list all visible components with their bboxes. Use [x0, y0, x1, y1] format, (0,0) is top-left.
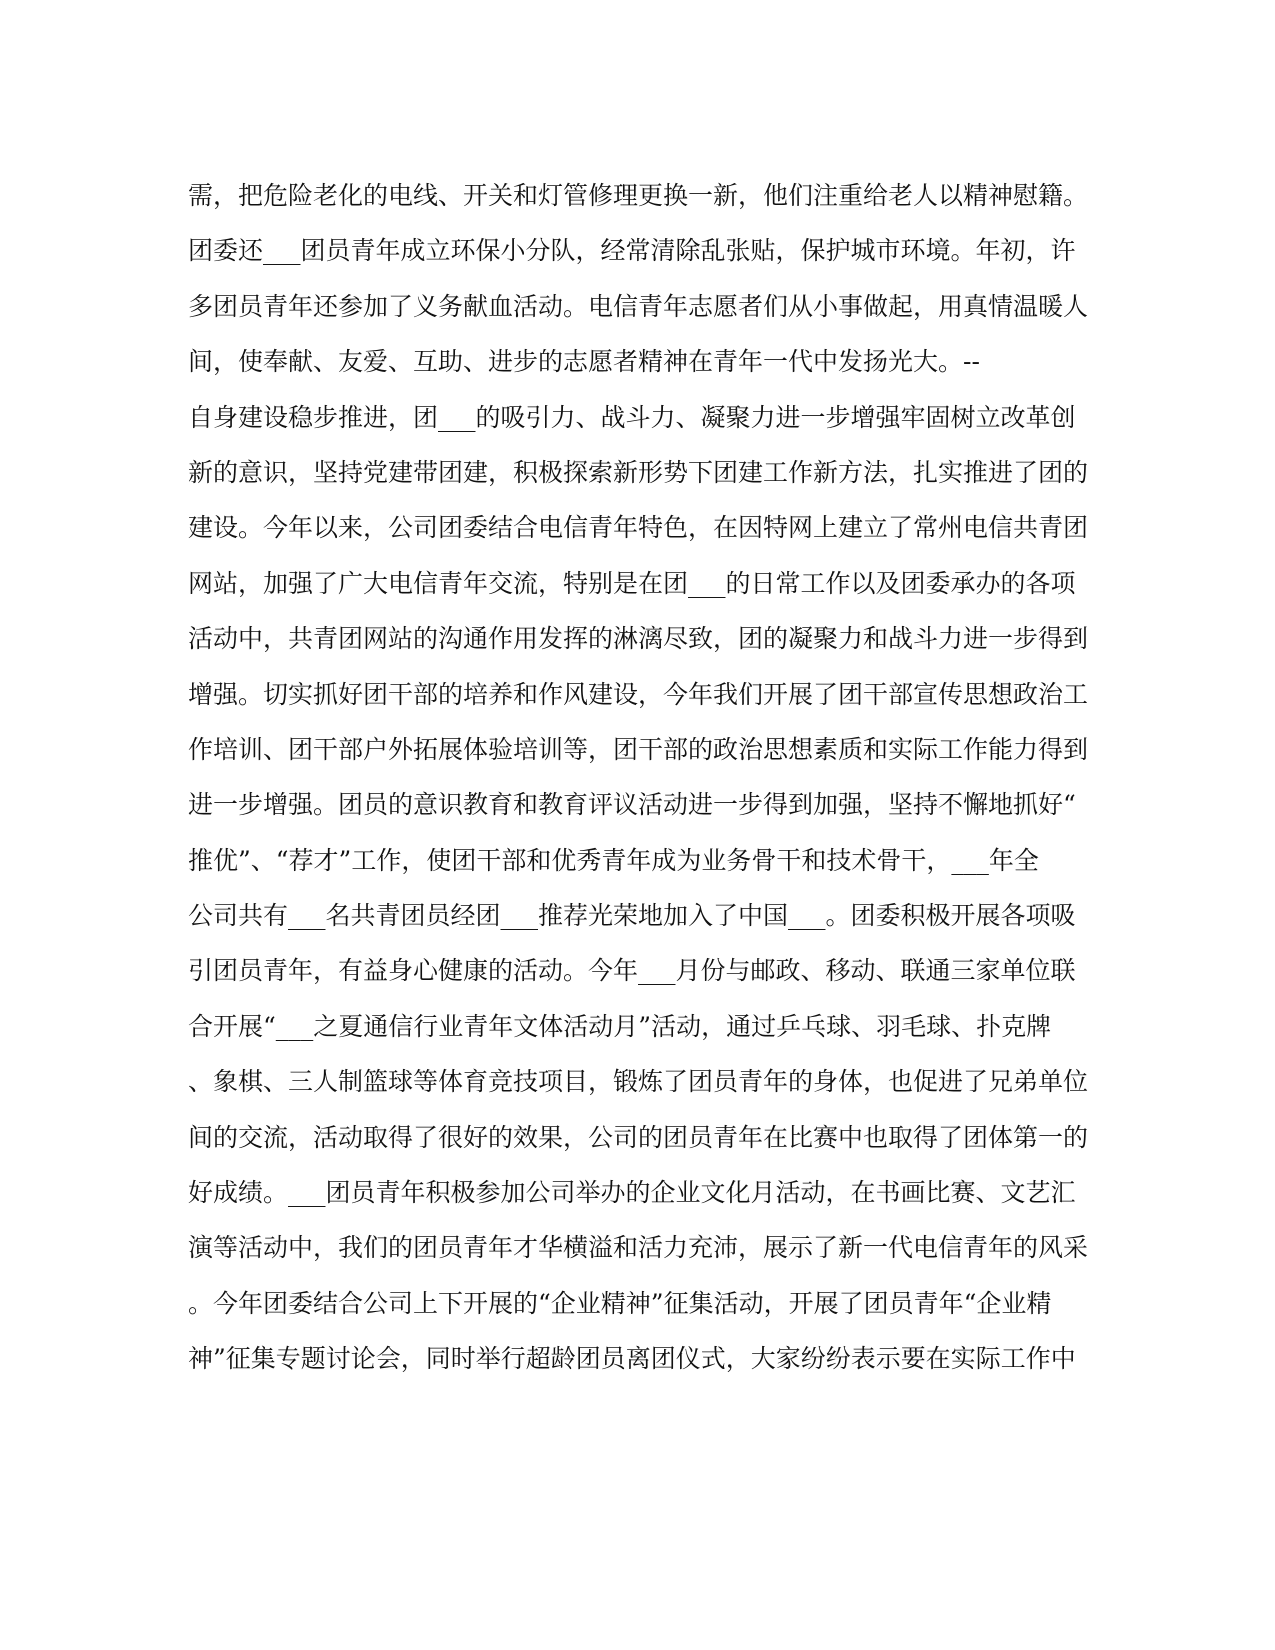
text-line-20: 演等活动中，我们的团员青年才华横溢和活力充沛，展示了新一代电信青年的风采 [188, 1233, 1088, 1263]
text-line-18: 间的交流，活动取得了很好的效果，公司的团员青年在比赛中也取得了团体第一的 [188, 1122, 1088, 1152]
text-line-13: 推优”、“荐才”工作，使团干部和优秀青年成为业务骨干和技术骨干，___年全 [188, 845, 1039, 875]
text-line-4: 间，使奉献、友爱、互助、进步的志愿者精神在青年一代中发扬光大。-- [188, 347, 980, 377]
body-text [188, 168, 1088, 1387]
text-line-14: 公司共有___名共青团员经团___推荐光荣地加入了中国___。团委积极开展各项吸 [188, 901, 1076, 931]
text-line-22: 神”征集专题讨论会，同时举行超龄团员离团仪式，大家纷纷表示要在实际工作中 [188, 1344, 1076, 1374]
text-line-8: 网站，加强了广大电信青年交流，特别是在团___的日常工作以及团委承办的各项 [188, 568, 1076, 598]
text-line-19: 好成绩。___团员青年积极参加公司举办的企业文化月活动，在书画比赛、文艺汇 [188, 1178, 1076, 1208]
text-line-10: 增强。切实抓好团干部的培养和作风建设，今年我们开展了团干部宣传思想政治工 [188, 679, 1088, 709]
text-line-7: 建设。今年以来，公司团委结合电信青年特色，在因特网上建立了常州电信共青团 [188, 513, 1088, 543]
text-line-21: 。今年团委结合公司上下开展的“企业精神”征集活动，开展了团员青年“企业精 [188, 1288, 1052, 1318]
text-line-12: 进一步增强。团员的意识教育和教育评议活动进一步得到加强，坚持不懈地抓好“ [188, 790, 1076, 820]
text-line-11: 作培训、团干部户外拓展体验培训等，团干部的政治思想素质和实际工作能力得到 [188, 734, 1088, 764]
text-line-3: 多团员青年还参加了义务献血活动。电信青年志愿者们从小事做起，用真情温暖人 [188, 291, 1088, 321]
text-line-5: 自身建设稳步推进，团___的吸引力、战斗力、凝聚力进一步增强牢固树立改革创 [188, 402, 1076, 432]
text-line-9: 活动中，共青团网站的沟通作用发挥的淋漓尽致，团的凝聚力和战斗力进一步得到 [188, 624, 1088, 654]
text-line-16: 合开展“___之夏通信行业青年文体活动月”活动，通过乒乓球、羽毛球、扑克牌 [188, 1011, 1052, 1041]
text-line-17: 、象棋、三人制篮球等体育竞技项目，锻炼了团员青年的身体，也促进了兄弟单位 [188, 1067, 1088, 1097]
text-line-15: 引团员青年，有益身心健康的活动。今年___月份与邮政、移动、联通三家单位联 [188, 956, 1076, 986]
text-line-1: 需，把危险老化的电线、开关和灯管修理更换一新，他们注重给老人以精神慰籍。 [188, 181, 1088, 210]
text-line-2: 团委还___团员青年成立环保小分队，经常清除乱张贴，保护城市环境。年初，许 [188, 236, 1076, 266]
text-line-6: 新的意识，坚持党建带团建，积极探索新形势下团建工作新方法，扎实推进了团的 [188, 457, 1088, 487]
